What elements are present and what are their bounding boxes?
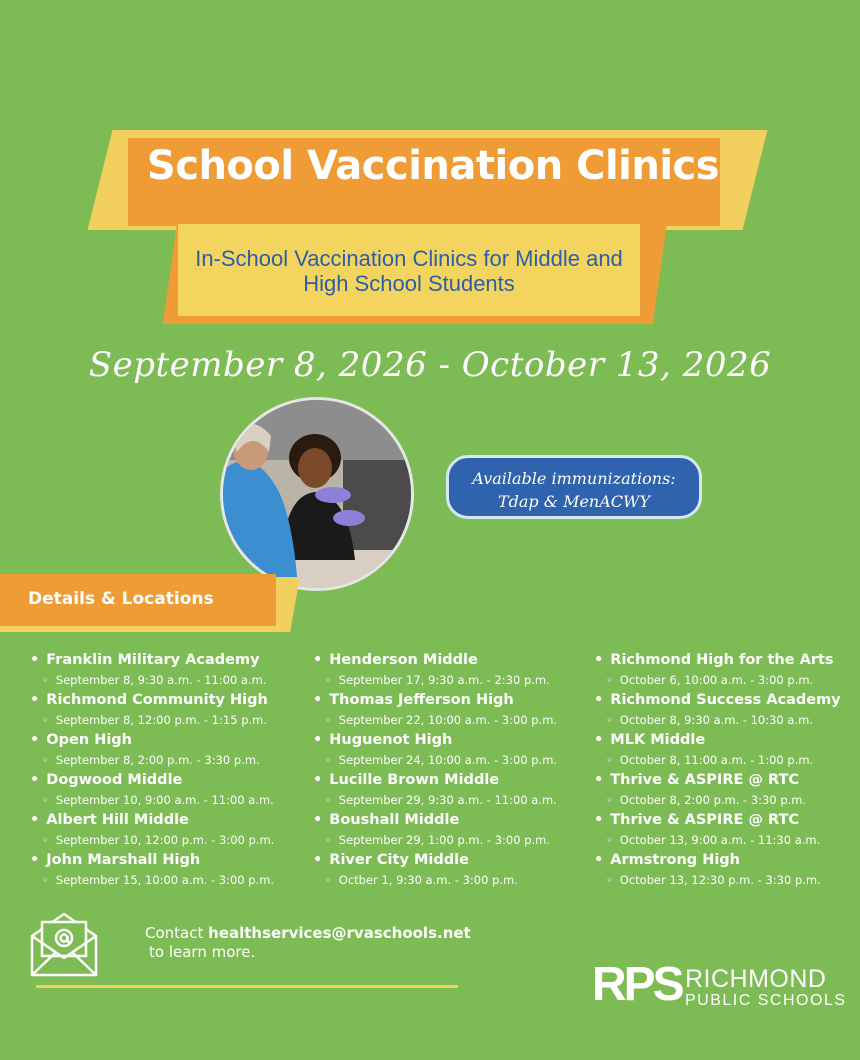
location-time: ◦ October 13, 9:00 a.m. - 11:30 a.m. (594, 830, 841, 850)
location-time: ◦ September 17, 9:30 a.m. - 2:30 p.m. (313, 670, 557, 690)
location-name: • Lucille Brown Middle (313, 770, 557, 790)
location-time: ◦ October 13, 12:30 p.m. - 3:30 p.m. (594, 870, 841, 890)
location-item (30, 810, 274, 850)
location-time: ◦ Octber 1, 9:30 a.m. - 3:00 p.m. (313, 870, 557, 890)
location-time: ◦ September 29, 9:30 a.m. - 11:00 a.m. (313, 790, 557, 810)
contact-divider (36, 985, 458, 988)
immunizations-line2: Tdap & MenACWY (497, 492, 651, 511)
locations-column-2 (313, 650, 557, 890)
location-name: • John Marshall High (30, 850, 274, 870)
rps-logo (592, 960, 682, 1010)
location-name: • Richmond Community High (30, 690, 274, 710)
location-name: • Open High (30, 730, 274, 750)
location-item (30, 650, 274, 690)
contact-email-link[interactable]: healthservices@rvaschools.net (208, 924, 471, 942)
location-item (594, 730, 841, 770)
location-name: • River City Middle (313, 850, 557, 870)
logo-line1: RICHMOND (685, 965, 827, 993)
location-item (594, 650, 841, 690)
location-name: • Thrive & ASPIRE @ RTC (594, 810, 841, 830)
location-time: ◦ September 22, 10:00 a.m. - 3:00 p.m. (313, 710, 557, 730)
location-item (313, 690, 557, 730)
location-time: ◦ September 29, 1:00 p.m. - 3:00 p.m. (313, 830, 557, 850)
page-subtitle: In-School Vaccination Clinics for Middle and High School Students (195, 246, 623, 296)
location-name: • Thomas Jefferson High (313, 690, 557, 710)
details-heading: Details & Locations (28, 589, 214, 609)
vaccination-photo (220, 397, 414, 591)
location-item (594, 690, 841, 730)
immunizations-badge (446, 455, 702, 519)
contact-suffix: to learn more. (149, 943, 256, 961)
location-name: • Thrive & ASPIRE @ RTC (594, 770, 841, 790)
location-item (313, 810, 557, 850)
location-name: • Dogwood Middle (30, 770, 274, 790)
date-range: September 8, 2026 - October 13, 2026 (88, 345, 772, 385)
location-time: ◦ October 6, 10:00 a.m. - 3:00 p.m. (594, 670, 841, 690)
location-item (594, 850, 841, 890)
location-time: ◦ September 24, 10:00 a.m. - 3:00 p.m. (313, 750, 557, 770)
location-time: ◦ October 8, 9:30 a.m. - 10:30 a.m. (594, 710, 841, 730)
location-time: ◦ September 10, 9:00 a.m. - 11:00 a.m. (30, 790, 274, 810)
location-time: ◦ September 8, 12:00 p.m. - 1:15 p.m. (30, 710, 274, 730)
locations-column-3 (594, 650, 841, 890)
logo-mark: RPS (592, 958, 682, 1011)
locations-column-1 (30, 650, 274, 890)
location-time: ◦ September 10, 12:00 p.m. - 3:00 p.m. (30, 830, 274, 850)
location-time: ◦ September 8, 9:30 a.m. - 11:00 a.m. (30, 670, 274, 690)
location-name: • Armstrong High (594, 850, 841, 870)
location-name: • MLK Middle (594, 730, 841, 750)
location-item (313, 730, 557, 770)
location-item (30, 730, 274, 770)
mail-icon (30, 912, 98, 982)
immunizations-line1: Available immunizations: (472, 469, 676, 488)
logo-line2: PUBLIC SCHOOLS (685, 992, 847, 1009)
location-name: • Albert Hill Middle (30, 810, 274, 830)
location-item (313, 850, 557, 890)
location-name: • Richmond High for the Arts (594, 650, 841, 670)
location-item (30, 770, 274, 810)
location-item (30, 850, 274, 890)
contact-text (145, 924, 471, 942)
location-item (313, 650, 557, 690)
location-item (594, 810, 841, 850)
location-time: ◦ October 8, 11:00 a.m. - 1:00 p.m. (594, 750, 841, 770)
location-time: ◦ October 8, 2:00 p.m. - 3:30 p.m. (594, 790, 841, 810)
location-name: • Richmond Success Academy (594, 690, 841, 710)
contact-prefix: Contact (145, 924, 204, 942)
location-time: ◦ September 8, 2:00 p.m. - 3:30 p.m. (30, 750, 274, 770)
location-name: • Henderson Middle (313, 650, 557, 670)
location-item (594, 770, 841, 810)
location-time: ◦ September 15, 10:00 a.m. - 3:00 p.m. (30, 870, 274, 890)
location-item (313, 770, 557, 810)
location-name: • Boushall Middle (313, 810, 557, 830)
logo-wordmark (685, 966, 846, 1010)
location-name: • Franklin Military Academy (30, 650, 274, 670)
page-title: School Vaccination Clinics (146, 143, 720, 189)
location-name: • Huguenot High (313, 730, 557, 750)
location-item (30, 690, 274, 730)
